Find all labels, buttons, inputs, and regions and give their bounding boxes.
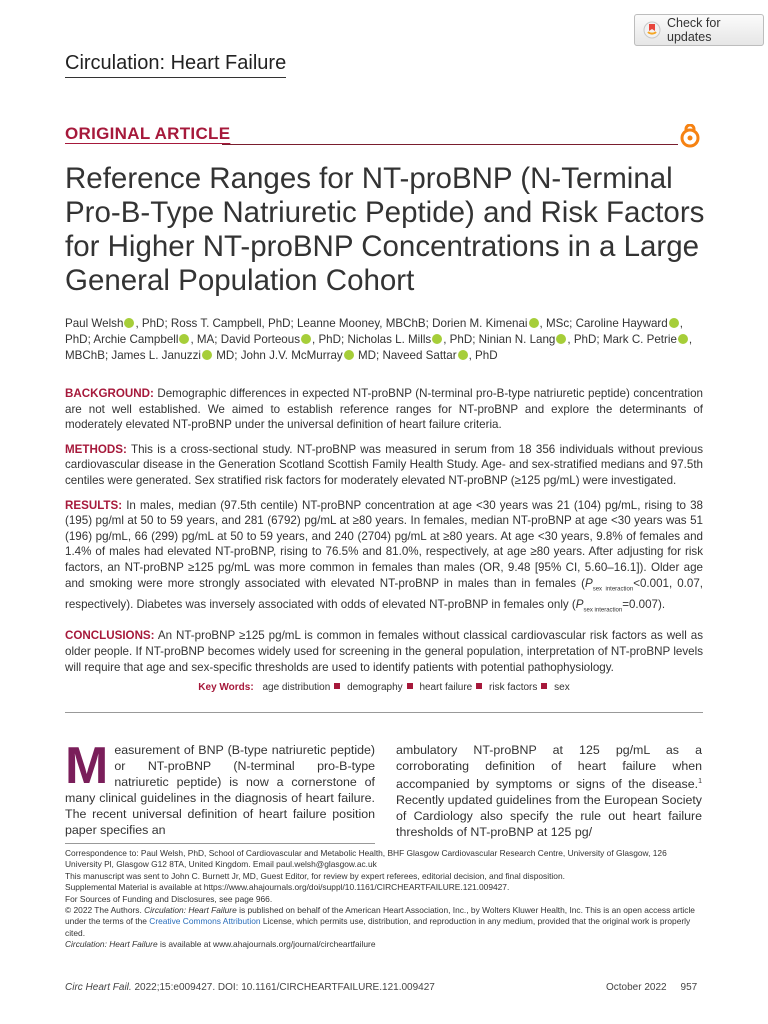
abstract [65, 386, 703, 684]
results-text-3: =0.007). [622, 598, 666, 612]
author [347, 333, 472, 346]
results-text-1: In males, median (97.5th centile) NT-proBNP concentration at age <30 years was 21 (104) pg/mL, rising to 38 (195) pg/ml at 50 to 59 years, and 281 (6792) pg/mL at ≥80 years. In females, median NT-proBNP at age <30 years was 51 (196) pg/mL, 66 (299) pg/mL at 50 to 59 years, and 240 (2704) pg/mL at ≥80 years. At age <30 years, 9.8% of females and 1.4% of males had elevated NT-proBNP, rising to 76.5% and 81.0%, respectively, at age ≥80 years. After adjusting for risk factors, an NT-proBNP ≥125 pg/mL was more common in females than males (OR, 9.48 [95% CI, 5.60–16.1]). Older age and smoking were more strongly associated with elevated NT-proBNP in males than in females ( [65, 498, 703, 590]
author-degree: , PhD [468, 348, 498, 362]
editor-note: This manuscript was sent to John C. Burnett Jr, MD, Guest Editor, for review by expert referees, editorial decision, and final disposition. [65, 870, 565, 881]
p-symbol-2: P [575, 598, 584, 612]
methods-label: METHODS: [65, 442, 127, 456]
author-degree: , PhD [443, 332, 473, 346]
background-text: Demographic differences in expected NT-proBNP (N-terminal pro-B-type natriuretic peptide) concentration are not well established. We aimed to establish reference ranges for NT-proBNP and explore the determinants of moderately elevated NT-proBNP under the universal definition of heart failure criteria. [65, 387, 703, 432]
author-degree: , PhD [567, 332, 597, 346]
author [241, 349, 376, 362]
author-name[interactable]: Ross T. Campbell [170, 317, 262, 330]
results-label: RESULTS: [65, 498, 123, 512]
orcid-icon[interactable] [458, 350, 468, 360]
orcid-icon[interactable] [202, 350, 212, 360]
author [432, 317, 569, 330]
article-title: Reference Ranges for NT-proBNP (N-Terminal Pro-B-Type Natriuretic Peptide) and Risk Factors for Higher NT-proBNP Concentrations in a Large General Population Cohort [65, 162, 705, 297]
author [171, 317, 291, 330]
abstract-background [65, 386, 703, 433]
author-name[interactable]: Paul Welsh [65, 317, 124, 330]
author-degree: MD [354, 348, 376, 362]
author-degree: , MSc [539, 317, 570, 330]
author-list: Paul Welsh , PhD; Ross T. Campbell, PhD; Leanne Mooney, MBChB; Dorien M. Kimenai , MSc; Caroline Hayward , PhD; Archie Campbell , MA; David Porteous , PhD; Nicholas L. Mills , PhD; Ninian N. Lang , PhD; Mark C. Petrie , MBChB; James L. Januzzi MD; John J.V. McMurray MD; Naveed Sattar , PhD [65, 317, 693, 362]
body-column-left [65, 737, 375, 838]
availability-note [65, 939, 703, 950]
p-symbol: P [584, 576, 593, 590]
keyword-item[interactable]: demography [347, 682, 403, 693]
keywords-label: Key Words: [198, 682, 254, 693]
background-label: BACKGROUND: [65, 387, 154, 400]
orcid-icon[interactable] [344, 350, 354, 360]
copyright-text-b: is published on behalf of the American Heart Association, Inc., by Wolters Kluwer Health, Inc. This is an open access article under the terms of the [65, 905, 695, 927]
open-access-icon [678, 124, 702, 148]
author-degree: , PhD [65, 317, 683, 346]
section-divider [65, 712, 703, 713]
bullet-square-icon [541, 683, 547, 689]
availability-text: is available at www.ahajournals.org/journal/circheartfailure [157, 939, 376, 950]
abstract-results [65, 498, 703, 620]
author [479, 333, 597, 346]
reference-marker[interactable]: 1 [698, 778, 702, 785]
copyright-text-a: © 2022 The Authors. [65, 905, 145, 916]
orcid-icon[interactable] [556, 334, 566, 344]
author [65, 317, 164, 330]
body-text-right-b: Recently updated guidelines from the European Society of Cardiology also specify the rule out heart failure thresholds of NT-proBNP at 125 pg/ [396, 793, 702, 840]
article-type-rule [222, 144, 678, 145]
footnotes [65, 848, 703, 951]
author-name[interactable]: Leanne Mooney [296, 317, 380, 330]
author [297, 317, 426, 330]
funding-note: For Sources of Funding and Disclosures, see page 966. [65, 893, 273, 904]
p-subscript: sex interaction [592, 585, 634, 592]
footer-journal-abbrev: Circ Heart Fail. [65, 982, 132, 993]
author-name[interactable]: John J.V. McMurray [240, 348, 343, 362]
results-text-2: <0.001, 0.07, respectively). Diabetes was inversely associated with odds of elevated NT-proBNP in females only ( [65, 576, 704, 612]
footer-doi: 2022;15:e009427. DOI: 10.1161/CIRCHEARTFAILURE.121.009427 [131, 982, 435, 993]
orcid-icon[interactable] [179, 334, 189, 344]
author-degree: , MBChB [379, 317, 426, 330]
availability-journal: Circulation: Heart Failure [65, 939, 158, 950]
supplemental-note: Supplemental Material is available at https://www.ahajournals.org/doi/suppl/10.1161/CIRCHEARTFAILURE.121.009427. [65, 882, 510, 893]
keywords [65, 682, 703, 693]
abstract-conclusions [65, 628, 703, 675]
crossmark-icon [643, 21, 661, 39]
orcid-icon[interactable] [124, 318, 134, 328]
author-degree: , MA [190, 332, 215, 346]
author [93, 333, 214, 346]
footer-citation [65, 982, 435, 993]
author [221, 333, 341, 346]
bullet-square-icon [407, 683, 413, 689]
article-type: ORIGINAL ARTICLE [65, 124, 231, 143]
check-for-updates-label: Check for updates [667, 16, 721, 44]
author [111, 349, 234, 362]
correspondence-note: Correspondence to: Paul Welsh, PhD, School of Cardiovascular and Metabolic Health, BHF Glasgow Cardiovascular Research Centre, University of Glasgow, 126 University Pl, Glasgow G12 8TA, United Kingdom. Email paul.welsh@glasgow.ac.uk [65, 848, 667, 870]
journal-name[interactable]: Circulation: Heart Failure [65, 52, 286, 78]
keyword-item[interactable]: risk factors [489, 682, 538, 693]
bullet-square-icon [476, 683, 482, 689]
orcid-icon[interactable] [678, 334, 688, 344]
author-degree: , MBChB [65, 332, 693, 362]
creative-commons-link[interactable]: Creative Commons Attribution [149, 916, 261, 927]
orcid-icon[interactable] [301, 334, 311, 344]
page-number: 957 [680, 982, 698, 993]
author-degree: , PhD [135, 317, 165, 330]
author-name[interactable]: Ninian N. Lang [478, 332, 556, 346]
check-for-updates-button[interactable] [634, 14, 764, 46]
keyword-item[interactable]: sex [554, 682, 570, 693]
author-name[interactable]: Nicholas L. Mills [347, 332, 432, 346]
author-name[interactable]: David Porteous [220, 332, 300, 346]
author-degree: , PhD [312, 332, 341, 346]
p-subscript-2: sex interaction [583, 607, 623, 614]
author-name[interactable]: Caroline Hayward [575, 317, 668, 330]
author-degree: , PhD [261, 317, 291, 330]
abstract-methods [65, 442, 703, 489]
bullet-square-icon [334, 683, 340, 689]
footer-date-page [606, 982, 697, 993]
orcid-icon[interactable] [432, 334, 442, 344]
body-column-right [396, 742, 702, 840]
copyright-note [65, 905, 703, 939]
author [382, 349, 497, 362]
footnote-rule [65, 843, 375, 844]
author-name[interactable]: Dorien M. Kimenai [432, 317, 528, 330]
footer-date: October 2022 [606, 982, 667, 993]
author-name[interactable]: Mark C. Petrie [602, 332, 677, 346]
copyright-journal: Circulation: Heart Failure [144, 905, 237, 916]
author-degree: MD [212, 348, 235, 362]
copyright-text-c: License, which permits use, distribution, and reproduction in any medium, provided that the original work is properly cited. [65, 916, 691, 938]
conclusions-text: An NT-proBNP ≥125 pg/mL is common in females without classical cardiovascular risk factors as well as older people. If NT-proBNP becomes widely used for screening in the general population, interpretation of NT-proBNP levels will require that age and sex-specific thresholds are used to identify patients with potential pathophysiology. [65, 629, 703, 674]
methods-text: This is a cross-sectional study. NT-proBNP was measured in serum from 18 356 individuals without previous cardiovascular disease in the Generation Scotland Scottish Family Health Study. Age- and sex-stratified medians and 97.5th centiles were generated. Sex stratified risk factors for moderately elevated NT-proBNP (≥125 pg/mL) were investigated. [65, 442, 703, 487]
author-name[interactable]: James L. Januzzi [111, 348, 201, 362]
conclusions-label: CONCLUSIONS: [65, 629, 155, 643]
author-name[interactable]: Archie Campbell [93, 332, 179, 346]
author-name[interactable]: Naveed Sattar [382, 348, 457, 362]
orcid-icon[interactable] [529, 318, 539, 328]
keyword-item[interactable]: heart failure [419, 682, 473, 693]
keyword-item[interactable]: age distribution [262, 682, 331, 693]
body-text-right-a: ambulatory NT-proBNP at 125 pg/mL as a corroborating definition of heart failure when accompanied by symptoms or signs of the disease. [396, 743, 702, 792]
body-text-left: easurement of BNP (B-type natriuretic peptide) or NT-proBNP (N-terminal pro-B-type natriuretic peptide) is now a cornerstone of many clinical guidelines in the diagnosis of heart failure. The recent universal definition of heart failure position paper specifies an [65, 743, 375, 837]
orcid-icon[interactable] [669, 318, 679, 328]
drop-cap: M [65, 737, 109, 795]
